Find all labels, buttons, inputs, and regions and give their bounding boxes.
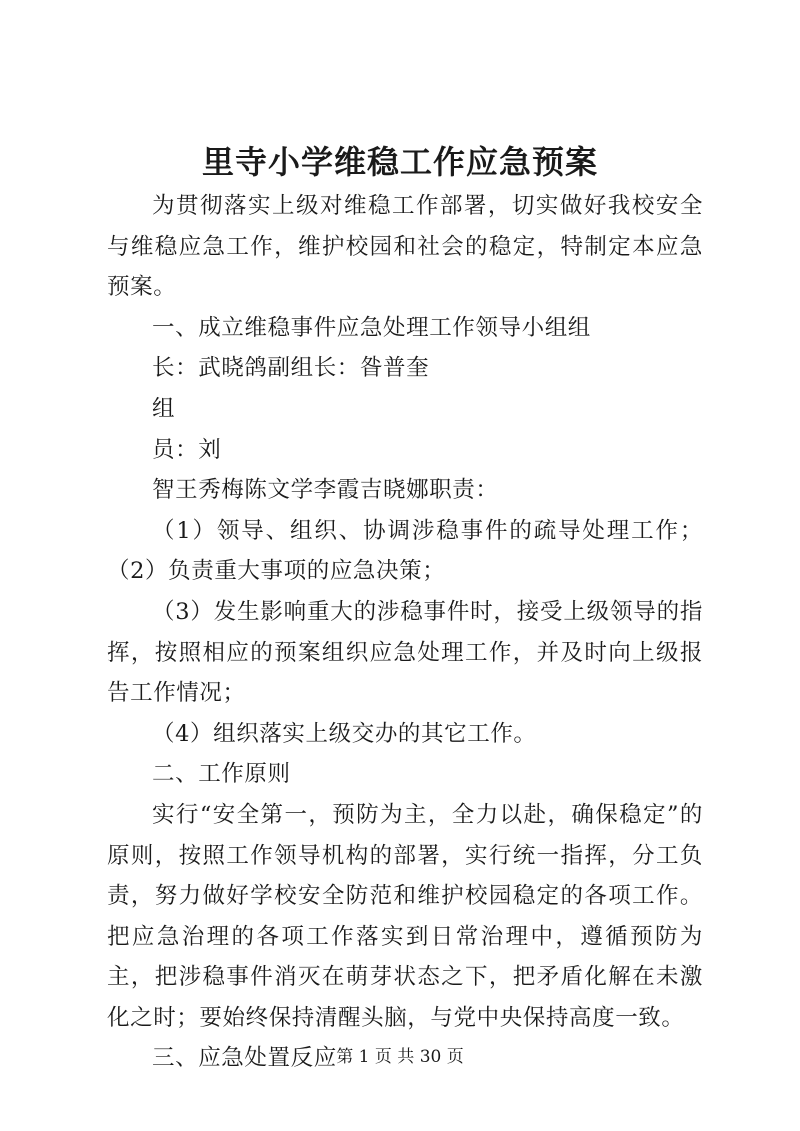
document-body (107, 186, 703, 1079)
paragraph-duty-3: （3）发生影响重大的涉稳事件时，接受上级领导的指挥，按照相应的预案组织应急处理工作，并及时向上级报告工作情况； (107, 598, 703, 707)
paragraph-duty-4: （4）组织落实上级交办的其它工作。 (152, 720, 537, 747)
paragraph-members-label: 员：刘 (152, 436, 222, 463)
paragraph-group-label: 组 (152, 395, 176, 422)
paragraph-duty-1-2: （1）领导、组织、协调涉稳事件的疏导处理工作；（2）负责重大事项的应急决策； (107, 517, 703, 585)
heading-section-2: 二、工作原则 (152, 761, 291, 788)
paragraph-principles: 实行“安全第一，预防为主，全力以赴，确保稳定”的原则，按照工作领导机构的部署，实行统一指挥，分工负责，努力做好学校安全防范和维护校园稳定的各项工作。把应急治理的各项工作落实到日常治理中，遵循预防为主，把涉稳事件消灭在萌芽状态之下，把矛盾化解在未激化之时；要始终保持清醒头脑，与党中央保持高度一致。 (107, 801, 703, 1031)
paragraph-members-duties: 智王秀梅陈文学李霞吉晓娜职责： (152, 477, 499, 504)
heading-section-3: 三、应急处置反应 (152, 1045, 337, 1072)
page-number-footer: 第 1 页 共 30 页 (336, 1047, 464, 1067)
document-title: 里寺小学维稳工作应急预案 (201, 143, 598, 181)
paragraph-intro: 为贯彻落实上级对维稳工作部署，切实做好我校安全与维稳应急工作，维护校园和社会的稳定，特制定本应急预案。 (107, 193, 703, 301)
heading-section-1: 一、成立维稳事件应急处理工作领导小组组 (152, 314, 591, 341)
paragraph-group-leaders: 长：武晓鸽副组长：昝普奎 (152, 355, 430, 382)
